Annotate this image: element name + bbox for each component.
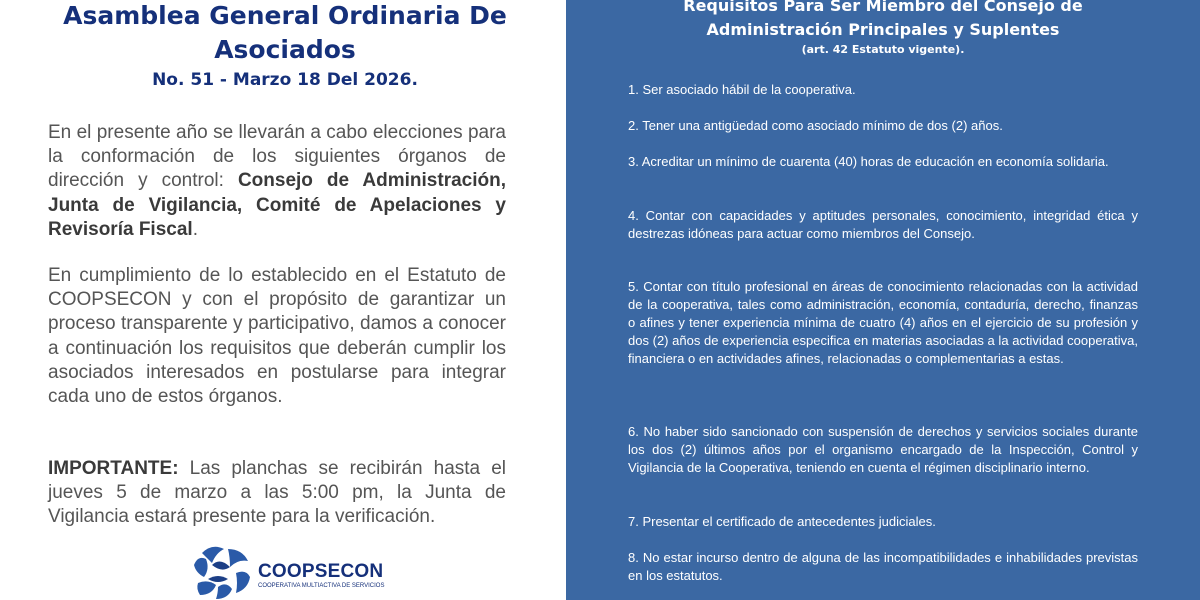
logo-tagline: COOPERATIVA MULTIACTIVA DE SERVICIOS (258, 583, 385, 589)
left-panel (0, 0, 566, 600)
requirements-title-line2: Administración Principales y Suplentes (706, 20, 1060, 39)
coopsecon-logo-icon (188, 543, 254, 600)
assembly-subtitle: No. 51 - Marzo 18 Del 2026. (152, 70, 418, 90)
requirement-item: 4. Contar con capacidades y aptitudes personales, conocimiento, integridad ética y destrezas idóneas para actuar como miembros del Consejo. (628, 208, 1138, 241)
assembly-title-line1: Asamblea General Ordinaria De (63, 1, 507, 30)
requirement-item: 8. No estar incurso dentro de alguna de las incompatibilidades e inhabilidades previstas en los estatutos. (628, 550, 1138, 583)
intro-paragraph (48, 121, 506, 242)
requirement-item: 2. Tener una antigüedad como asociado mínimo de dos (2) años. (628, 118, 1003, 133)
intro-end: . (192, 218, 198, 240)
requirement-item: 6. No haber sido sancionado con suspensión de derechos y servicios sociales durante los dos (2) últimos años por el organismo encargado de la Inspección, Control y Vigilancia de la Cooperativa, teniendo en cuenta el régimen disciplinario interno. (628, 424, 1138, 475)
requirement-item: 3. Acreditar un mínimo de cuarenta (40) horas de educación en economía solidaria. (628, 154, 1109, 169)
important-paragraph (48, 457, 506, 530)
logo-name: COOPSECON (258, 561, 384, 582)
important-label: IMPORTANTE: (48, 458, 179, 479)
requirement-item: 7. Presentar el certificado de antecedentes judiciales. (628, 514, 936, 529)
compliance-paragraph: En cumplimiento de lo establecido en el Estatuto de COOPSECON y con el propósito de garantizar un proceso transparente y participativo, damos a conocer a continuación los requisitos que deberán cumplir los asociados interesados en postularse para integrar cada uno de estos órganos. (48, 265, 506, 408)
assembly-title-line2: Asociados (214, 35, 356, 64)
important-text: Las planchas se recibirán hasta el jueves 5 de marzo a las 5:00 pm, la Junta de Vigilancia estará presente para la verificación. (48, 458, 506, 528)
requirement-item: 1. Ser asociado hábil de la cooperativa. (628, 82, 856, 97)
requirements-panel (566, 0, 1200, 600)
bodies-list: Consejo de Administración, Junta de Vigilancia, Comité de Apelaciones y Revisoría Fiscal (48, 170, 506, 240)
intro-text: En el presente año se llevarán a cabo elecciones para la conformación de los siguientes órganos de dirección y control: (48, 122, 506, 192)
requirement-item: 5. Contar con título profesional en áreas de conocimiento relacionadas con la actividad de la cooperativa, tales como administración, economía, contaduría, derecho, finanzas o afines y tener experiencia mínima de cuatro (4) años en el ejercicio de su profesión y dos (2) años de experiencia especifica en materias asociadas a la actividad cooperativa, financiera o en actividades afines, relacionadas o complementarias a estas. (628, 279, 1138, 366)
requirements-article-note: (art. 42 Estatuto vigente). (801, 43, 965, 56)
requirements-title-line1: Requisitos Para Ser Miembro del Consejo de (683, 0, 1083, 15)
coopsecon-logo (188, 543, 398, 600)
